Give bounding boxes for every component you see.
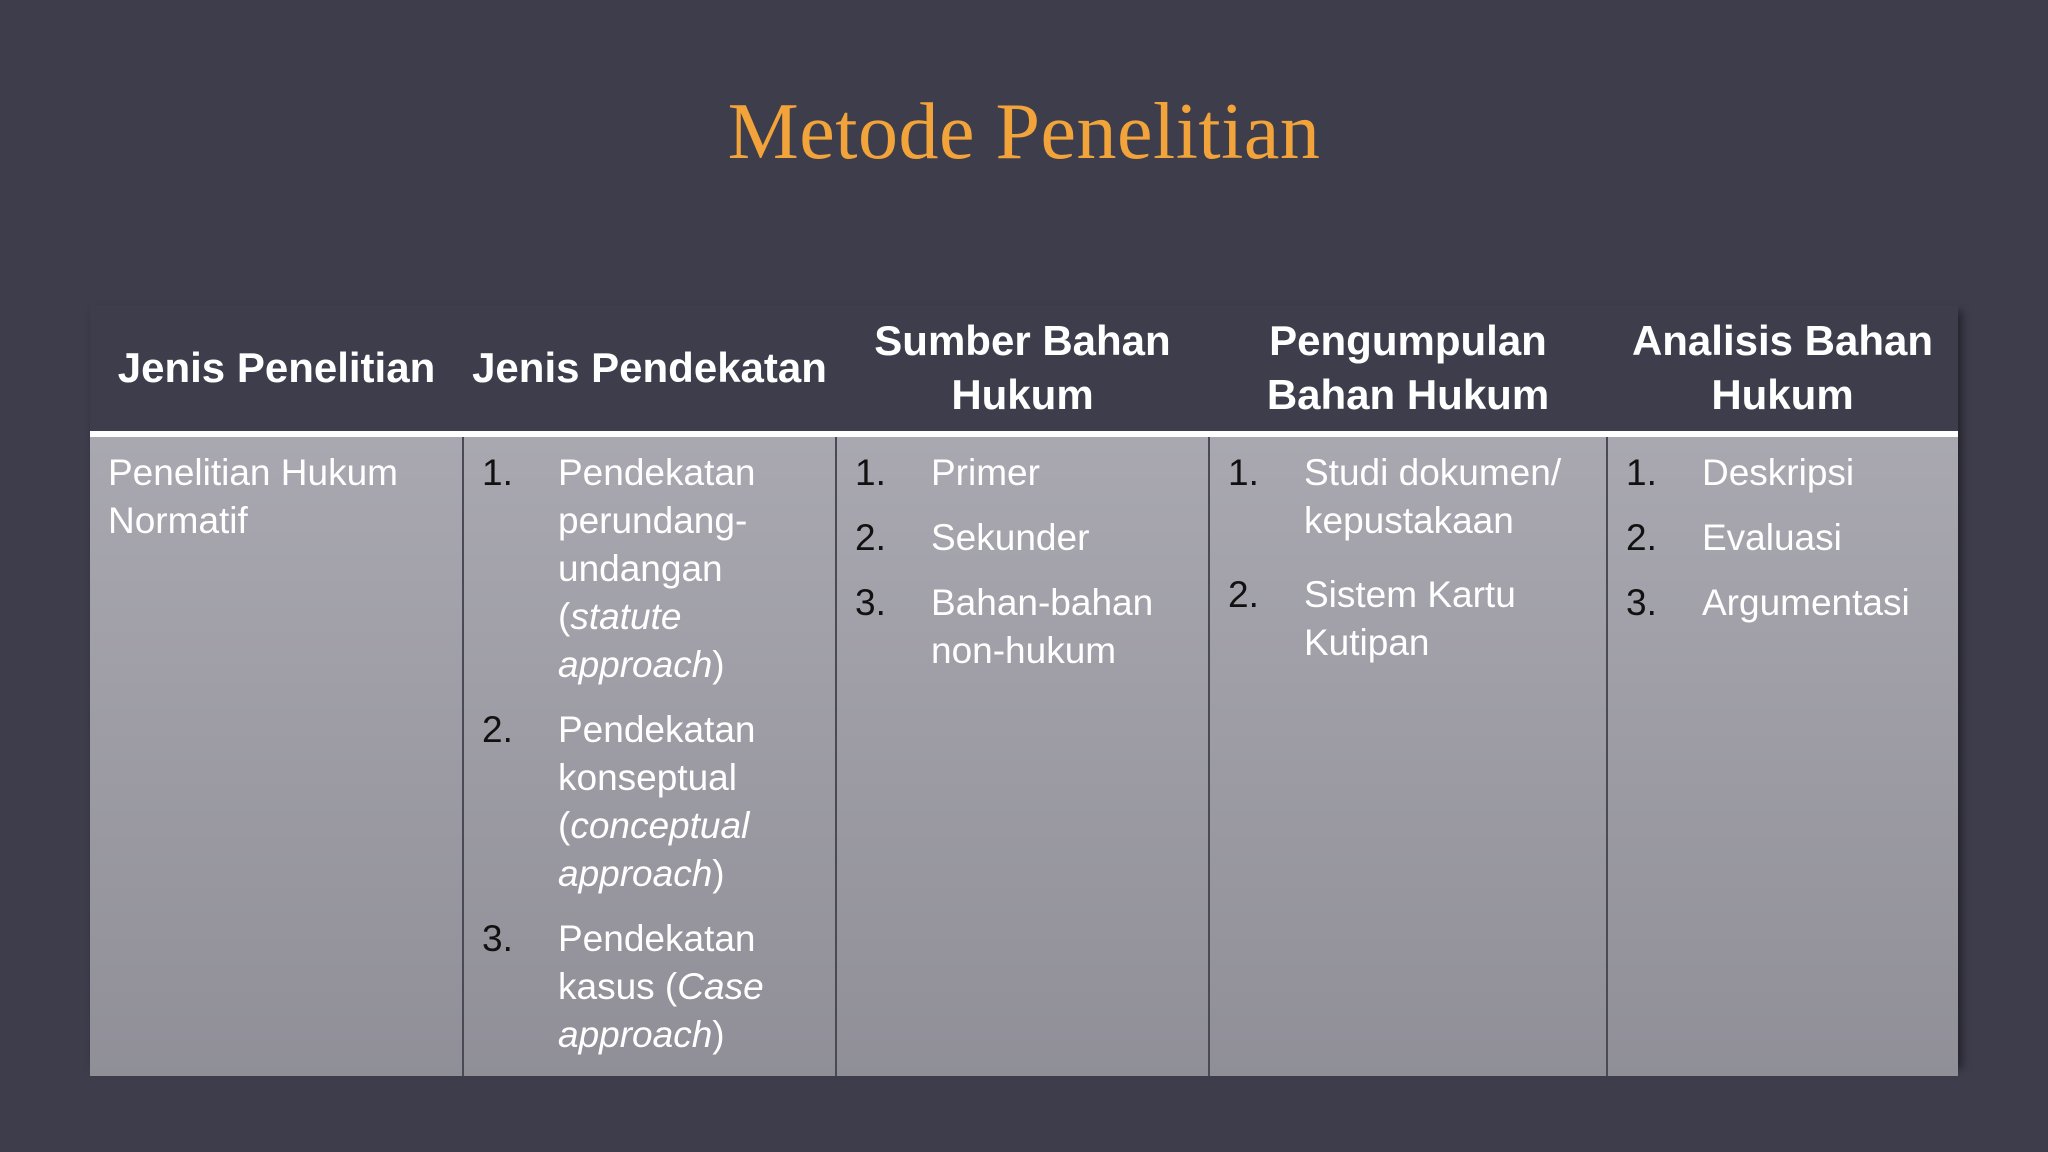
- list-item: 1. Studi dokumen/ kepustakaan: [1228, 452, 1562, 541]
- list-item: 1. Pendekatan perundang-undangan (statute approach): [482, 452, 756, 685]
- table-header-row: [90, 305, 1958, 434]
- list-item: 3. Argumentasi: [1626, 582, 1910, 623]
- method-table: [90, 305, 1958, 1063]
- list-item: 3. Pendekatan kasus (Case approach): [482, 918, 764, 1055]
- analisis-list: [1626, 449, 1944, 627]
- header-jenis-penelitian: Jenis Penelitian: [90, 305, 463, 434]
- jenis-penelitian-text: Penelitian Hukum Normatif: [108, 452, 398, 541]
- list-item: 1. Primer: [855, 452, 1040, 493]
- cell-sumber-bahan-hukum: [836, 434, 1209, 1076]
- cell-pengumpulan-bahan-hukum: [1209, 434, 1607, 1076]
- header-pengumpulan-bahan-hukum: Pengumpulan Bahan Hukum: [1209, 305, 1607, 434]
- pengumpulan-list: [1228, 449, 1592, 667]
- list-item: 1. Deskripsi: [1626, 452, 1855, 493]
- pendekatan-list: [482, 449, 821, 1059]
- header-sumber-bahan-hukum: Sumber Bahan Hukum: [836, 305, 1209, 434]
- slide-title: Metode Penelitian: [727, 88, 1321, 176]
- cell-analisis-bahan-hukum: [1607, 434, 1958, 1076]
- list-item: 2. Pendekatan konseptual (conceptual approach): [482, 709, 756, 894]
- table-row: [90, 434, 1958, 1076]
- sumber-list: [855, 449, 1194, 675]
- list-item: 2. Sekunder: [855, 517, 1090, 558]
- cell-jenis-pendekatan: [463, 434, 836, 1076]
- list-item: 3. Bahan-bahan non-hukum: [855, 582, 1154, 671]
- list-item: 2. Evaluasi: [1626, 517, 1842, 558]
- list-item: 2. Sistem Kartu Kutipan: [1228, 574, 1516, 663]
- cell-jenis-penelitian: [90, 434, 463, 1076]
- header-jenis-pendekatan: Jenis Pendekatan: [463, 305, 836, 434]
- header-analisis-bahan-hukum: Analisis Bahan Hukum: [1607, 305, 1958, 434]
